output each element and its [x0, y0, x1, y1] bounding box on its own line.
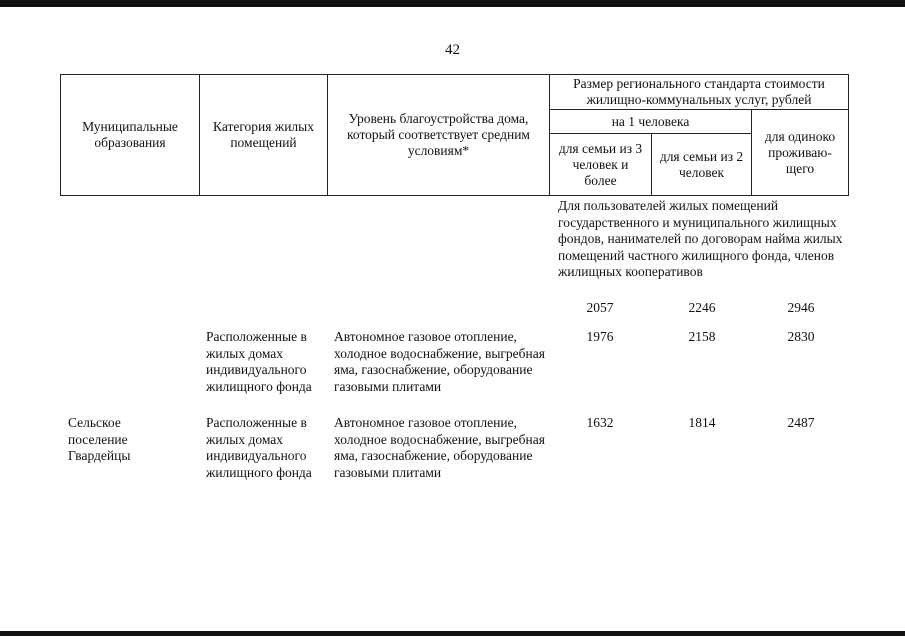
row-family2-value: 1814: [688, 415, 716, 430]
header-amenities: [327, 74, 550, 196]
header-family2-label: для семьи из 2 человек: [659, 148, 744, 180]
row-category: Расположенные в жилых домах индивидуального жилищного фонда: [206, 329, 312, 394]
top-border: [0, 0, 905, 7]
header-municipality: [60, 74, 200, 196]
header-single-label: для одиноко проживаю-щего: [764, 128, 836, 176]
row-category: Расположенные в жилых домах индивидуального жилищного фонда: [206, 415, 312, 480]
header-standard-size: [549, 74, 849, 110]
row-family2-value: 2158: [688, 329, 716, 344]
total-family2-value: 2246: [688, 300, 716, 315]
row-family3-value: 1976: [586, 329, 614, 344]
header-standard-size-label: Размер регионального стандарта стоимости жилищно-коммунальных услуг, рублей: [573, 76, 825, 107]
header-category: [199, 74, 328, 196]
row-amenities: Автономное газовое отопление, холодное водоснабжение, выгребная яма, газоснабжение, оборудование газовыми плитами: [334, 329, 545, 394]
header-per-person-label: на 1 человека: [611, 113, 690, 129]
row-amenities: Автономное газовое отопление, холодное водоснабжение, выгребная яма, газоснабжение, оборудование газовыми плитами: [334, 415, 545, 480]
header-family3-label: для семьи из 3 человек и более: [558, 140, 643, 188]
header-per-person: [549, 109, 752, 134]
total-family3-value: 2057: [586, 300, 614, 315]
row-single-value: 2830: [787, 329, 815, 344]
header-family2: [651, 133, 752, 196]
header-amenities-label: Уровень благоустройства дома, который соответствует средним условиям*: [347, 111, 530, 158]
bottom-border: [0, 631, 905, 636]
header-family3: [549, 133, 652, 196]
header-category-label: Категория жилых помещений: [213, 119, 314, 150]
row-municipality: Сельское поселение Гвардейцы: [68, 415, 131, 463]
section-note: Для пользователей жилых помещений государственного и муниципального жилищных фондов, нанимателей по договорам найма жилых помещений частного жилищного фонда, членов жилищных кооперативов: [558, 198, 843, 279]
row-family3-value: 1632: [586, 415, 614, 430]
header-municipality-label: Муниципальные образования: [82, 119, 178, 150]
header-single: [751, 109, 849, 196]
total-single-value: 2946: [787, 300, 815, 315]
page-number: 42: [445, 42, 460, 58]
row-single-value: 2487: [787, 415, 815, 430]
